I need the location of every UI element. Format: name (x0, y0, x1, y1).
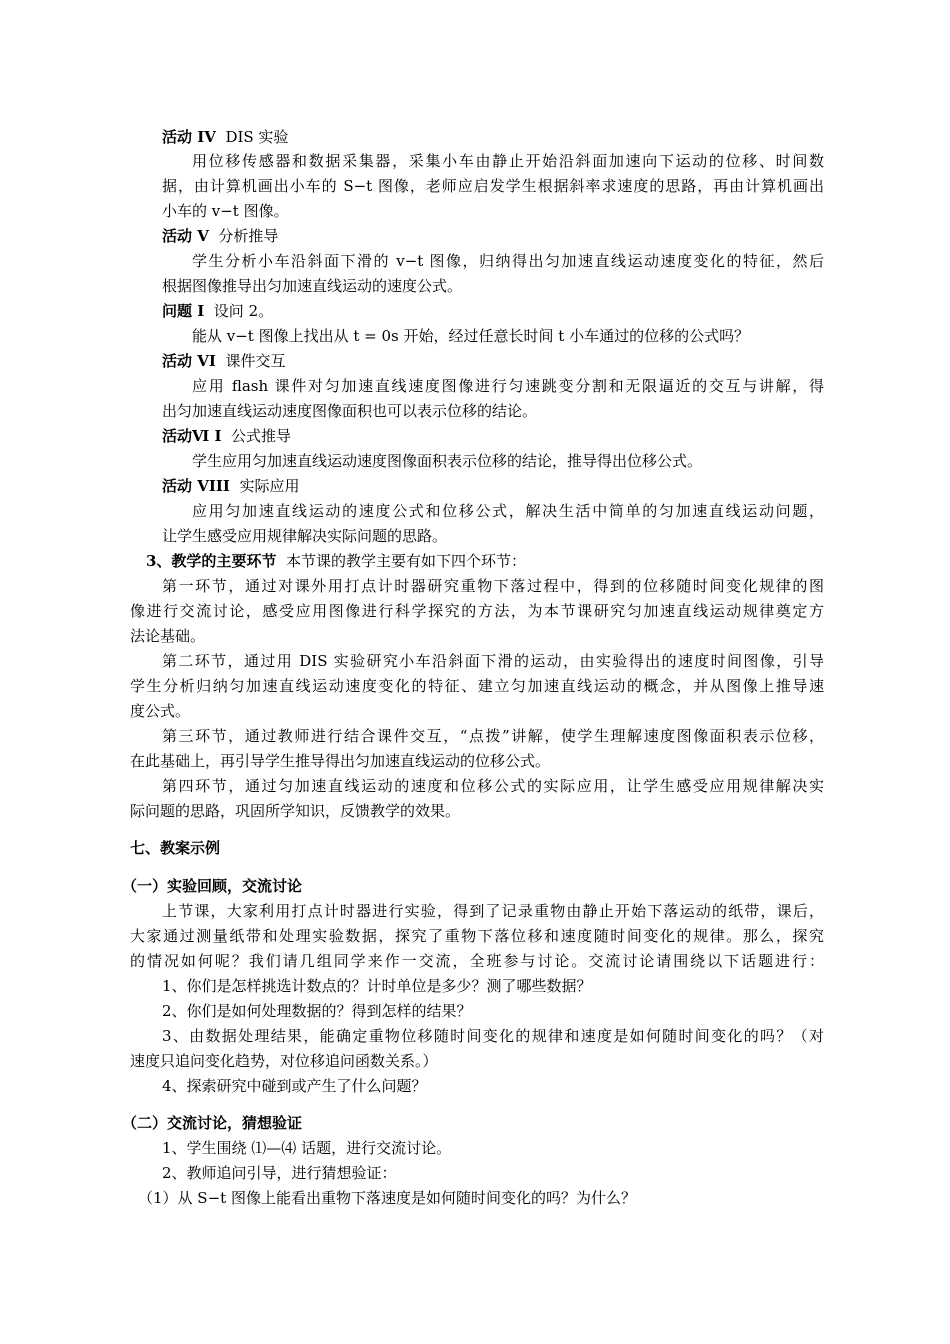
list-item: 1、学生围绕 ⑴—⑷ 话题，进行交流讨论。 (162, 1139, 452, 1157)
paragraph-line: 第四环节，通过匀加速直线运动的速度和位移公式的实际应用，让学生感受应用规律解决实 (162, 777, 824, 795)
paragraph-line: 小车的 v−t 图像。 (162, 202, 289, 220)
activity-4-heading: 活动 IV DIS 实验 (162, 128, 289, 146)
list-item: 1、你们是怎样挑选计数点的？计时单位是多少？测了哪些数据？ (162, 977, 592, 995)
section-heading-7: 七、教案示例 (130, 839, 221, 857)
question-1-heading: 问题 I 设问 2。 (162, 302, 274, 320)
activity-5-heading: 活动 V 分析推导 (162, 227, 279, 245)
activity-8-heading: 活动 VIII 实际应用 (162, 477, 300, 495)
paragraph-line: 能从 v−t 图像上找出从 t = 0s 开始，经过任意长时间 t 小车通过的位移的公式吗？ (192, 327, 750, 345)
paragraph-line: 大家通过测量纸带和处理实验数据，探究了重物下落位移和速度随时间变化的规律。那么，探究 (130, 927, 824, 945)
paragraph-line: 学生分析小车沿斜面下滑的 v−t 图像，归纳得出匀加速直线运动速度变化的特征，然后 (192, 252, 824, 270)
paragraph-line: 应用 flash 课件对匀加速直线速度图像进行匀速跳变分割和无限逼近的交互与讲解，得 (192, 377, 824, 395)
paragraph-line: 度公式。 (130, 702, 191, 720)
paragraph-line: 第二环节，通过用 DIS 实验研究小车沿斜面下滑的运动，由实验得出的速度时间图像，引导 (162, 652, 824, 670)
paragraph-line: 像进行交流讨论，感受应用图像进行科学探究的方法，为本节课研究匀加速直线运动规律奠定方 (130, 602, 824, 620)
paragraph-line: 的情况如何呢？我们请几组同学来作一交流，全班参与讨论。交流讨论请围绕以下话题进行： (130, 952, 824, 970)
paragraph-line: 根据图像推导出匀加速直线运动的速度公式。 (162, 277, 463, 295)
paragraph-line: 第一环节，通过对课外用打点计时器研究重物下落过程中，得到的位移随时间变化规律的图 (162, 577, 824, 595)
teaching-steps-heading: 3、教学的主要环节 本节课的教学主要有如下四个环节： (146, 552, 527, 570)
paragraph-line: 学生分析归纳匀加速直线运动速度变化的特征、建立匀加速直线运动的概念，并从图像上推导速 (130, 677, 824, 695)
subsection-heading-1: （一）实验回顾，交流讨论 (122, 877, 303, 895)
list-item: 4、探索研究中碰到或产生了什么问题？ (162, 1077, 427, 1095)
paragraph-line: 上节课，大家利用打点计时器进行实验，得到了记录重物由静止开始下落运动的纸带，课后， (162, 902, 824, 920)
list-item: 2、你们是如何处理数据的？得到怎样的结果？ (162, 1002, 472, 1020)
paragraph-line: 法论基础。 (130, 627, 206, 645)
paragraph-line: 在此基础上，再引导学生推导得出匀加速直线运动的位移公式。 (130, 752, 551, 770)
list-item: 3、由数据处理结果，能确定重物位移随时间变化的规律和速度是如何随时间变化的吗？（对 (162, 1027, 824, 1045)
list-item: 2、教师追问引导，进行猜想验证： (162, 1164, 397, 1182)
list-item: （1）从 S−t 图像上能看出重物下落速度是如何随时间变化的吗？为什么？ (138, 1189, 636, 1207)
paragraph-line: 际问题的思路，巩固所学知识，反馈教学的效果。 (130, 802, 461, 820)
paragraph-line: 学生应用匀加速直线运动速度图像面积表示位移的结论，推导得出位移公式。 (192, 452, 703, 470)
subsection-heading-2: （二）交流讨论，猜想验证 (122, 1114, 303, 1132)
paragraph-line: 应用匀加速直线运动的速度公式和位移公式，解决生活中简单的匀加速直线运动问题， (192, 502, 824, 520)
paragraph-line: 用位移传感器和数据采集器，采集小车由静止开始沿斜面加速向下运动的位移、时间数 (192, 152, 824, 170)
activity-7-heading: 活动Ⅵ I 公式推导 (162, 427, 292, 445)
paragraph-line: 出匀加速直线运动速度图像面积也可以表示位移的结论。 (162, 402, 538, 420)
paragraph-line: 速度只追问变化趋势，对位移追问函数关系。） (130, 1052, 438, 1070)
activity-6-heading: 活动 VI 课件交互 (162, 352, 286, 370)
paragraph-line: 据，由计算机画出小车的 S−t 图像，老师应启发学生根据斜率求速度的思路，再由计算机画出 (162, 177, 824, 195)
paragraph-line: 第三环节，通过教师进行结合课件交互，“点拨”讲解，使学生理解速度图像面积表示位移， (162, 727, 824, 745)
paragraph-line: 让学生感受应用规律解决实际问题的思路。 (162, 527, 448, 545)
